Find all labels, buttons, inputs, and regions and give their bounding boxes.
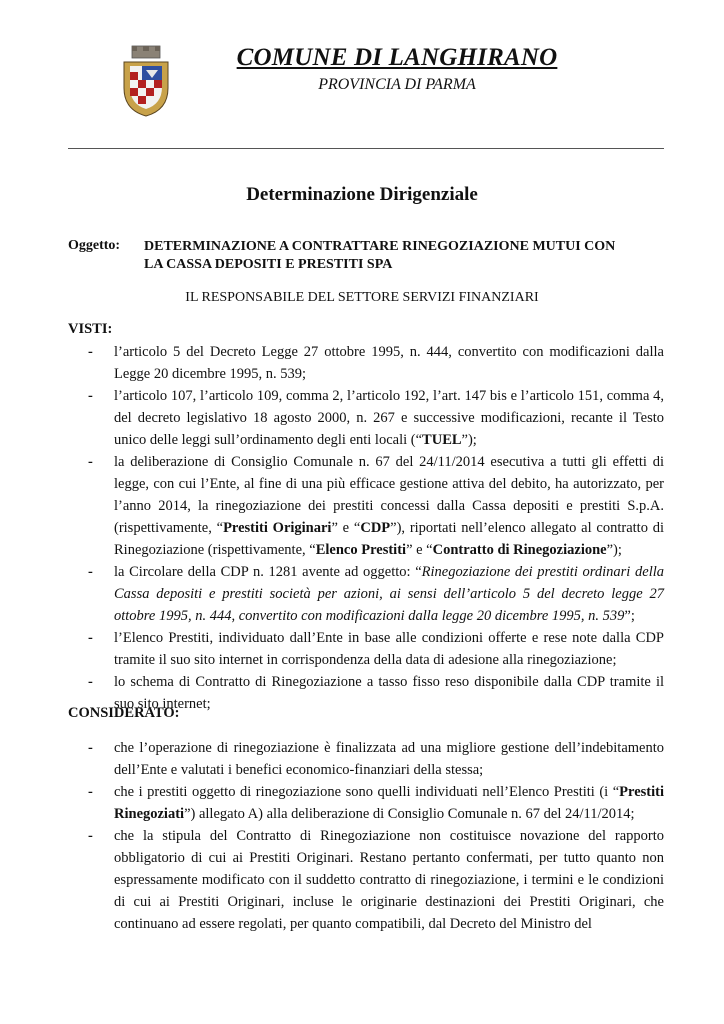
- considerato-heading: CONSIDERATO:: [68, 705, 180, 721]
- list-item: - che i prestiti oggetto di rinegoziazione sono quelli individuati nell’Elenco Prestiti (i “Prestiti Rinegoziati”) allegato A) alla deliberazione di Consiglio Comunale n. 67 del 24/11/2014;: [88, 784, 664, 822]
- responsabile-heading: IL RESPONSABILE DEL SETTORE SERVIZI FINANZIARI: [185, 290, 539, 305]
- municipality-title: COMUNE DI LANGHIRANO: [236, 44, 558, 71]
- list-item: - la deliberazione di Consiglio Comunale n. 67 del 24/11/2014 esecutiva a tutti gli effetti di legge, con cui l’Ente, al fine di una più efficace gestione attiva del debito, ha autorizzato, per l’anno 2014, la rinegoziazione dei prestiti concessi dalla Cassa depositi e prestiti S.p.A. (rispettivamente, “Prestiti Originari” e “CDP”), riportati nell’elenco allegato al contratto di Rinegoziazione (rispettivamente, “Elenco Prestiti” e “Contratto di Rinegoziazione”);: [88, 454, 665, 558]
- list-item: - l’articolo 107, l’articolo 109, comma 2, l’articolo 192, l’art. 147 bis e l’articolo 151, comma 4, del decreto legislativo 18 agosto 2000, n. 267 e successive modificazioni, recante il Testo unico delle leggi sull’ordinamento degli enti locali (“TUEL”);: [88, 388, 664, 448]
- list-item: - l’articolo 5 del Decreto Legge 27 ottobre 1995, n. 444, convertito con modificazioni dalla Legge 20 dicembre 1995, n. 539;: [88, 344, 664, 382]
- province-subtitle: PROVINCIA DI PARMA: [318, 76, 476, 93]
- oggetto-line-1: DETERMINAZIONE A CONTRATTARE RINEGOZIAZIONE MUTUI CON: [144, 239, 616, 254]
- header-divider: [68, 148, 664, 149]
- considerato-list: [68, 737, 664, 935]
- document-title: Determinazione Dirigenziale: [246, 184, 478, 205]
- visti-list: [68, 341, 664, 715]
- list-item: - lo schema di Contratto di Rinegoziazione a tasso fisso reso disponibile dalla CDP tramite il suo sito internet;: [88, 674, 664, 712]
- list-item: - che l’operazione di rinegoziazione è finalizzata ad una migliore gestione dell’indebitamento dell’Ente e valutati i benefici economico-finanziari della stessa;: [88, 740, 664, 778]
- list-item: - che la stipula del Contratto di Rinegoziazione non costituisce novazione del rapporto obbligatorio di cui ai Prestiti Originari. Restano pertanto confermati, per tutto quanto non espressamente modificato con il suddetto contratto di rinegoziazione, i termini e le condizioni di cui ai Prestiti Originari, incluse le originarie destinazioni dei Prestiti Originari, che continuano ad essere regolati, per quanto compatibili, dal Decreto del Ministro del: [88, 828, 664, 932]
- oggetto-label: Oggetto:: [68, 238, 121, 253]
- oggetto-line-2: LA CASSA DEPOSITI E PRESTITI SPA: [144, 257, 393, 272]
- visti-heading: VISTI:: [68, 321, 113, 337]
- oggetto-text: [144, 238, 664, 274]
- list-item: - l’Elenco Prestiti, individuato dall’Ente in base alle condizioni offerte e rese note dalla CDP tramite il suo sito internet in corrispondenza della data di adesione alla rinegoziazione;: [88, 630, 664, 668]
- list-item: - la Circolare della CDP n. 1281 avente ad oggetto: “Rinegoziazione dei prestiti ordinari della Cassa depositi e prestiti società per azioni, ai sensi dell’articolo 5 del decreto legge 27 ottobre 1995, n. 444, convertito con modificazioni dalla legge 20 dicembre 1995, n. 539”;: [88, 564, 664, 624]
